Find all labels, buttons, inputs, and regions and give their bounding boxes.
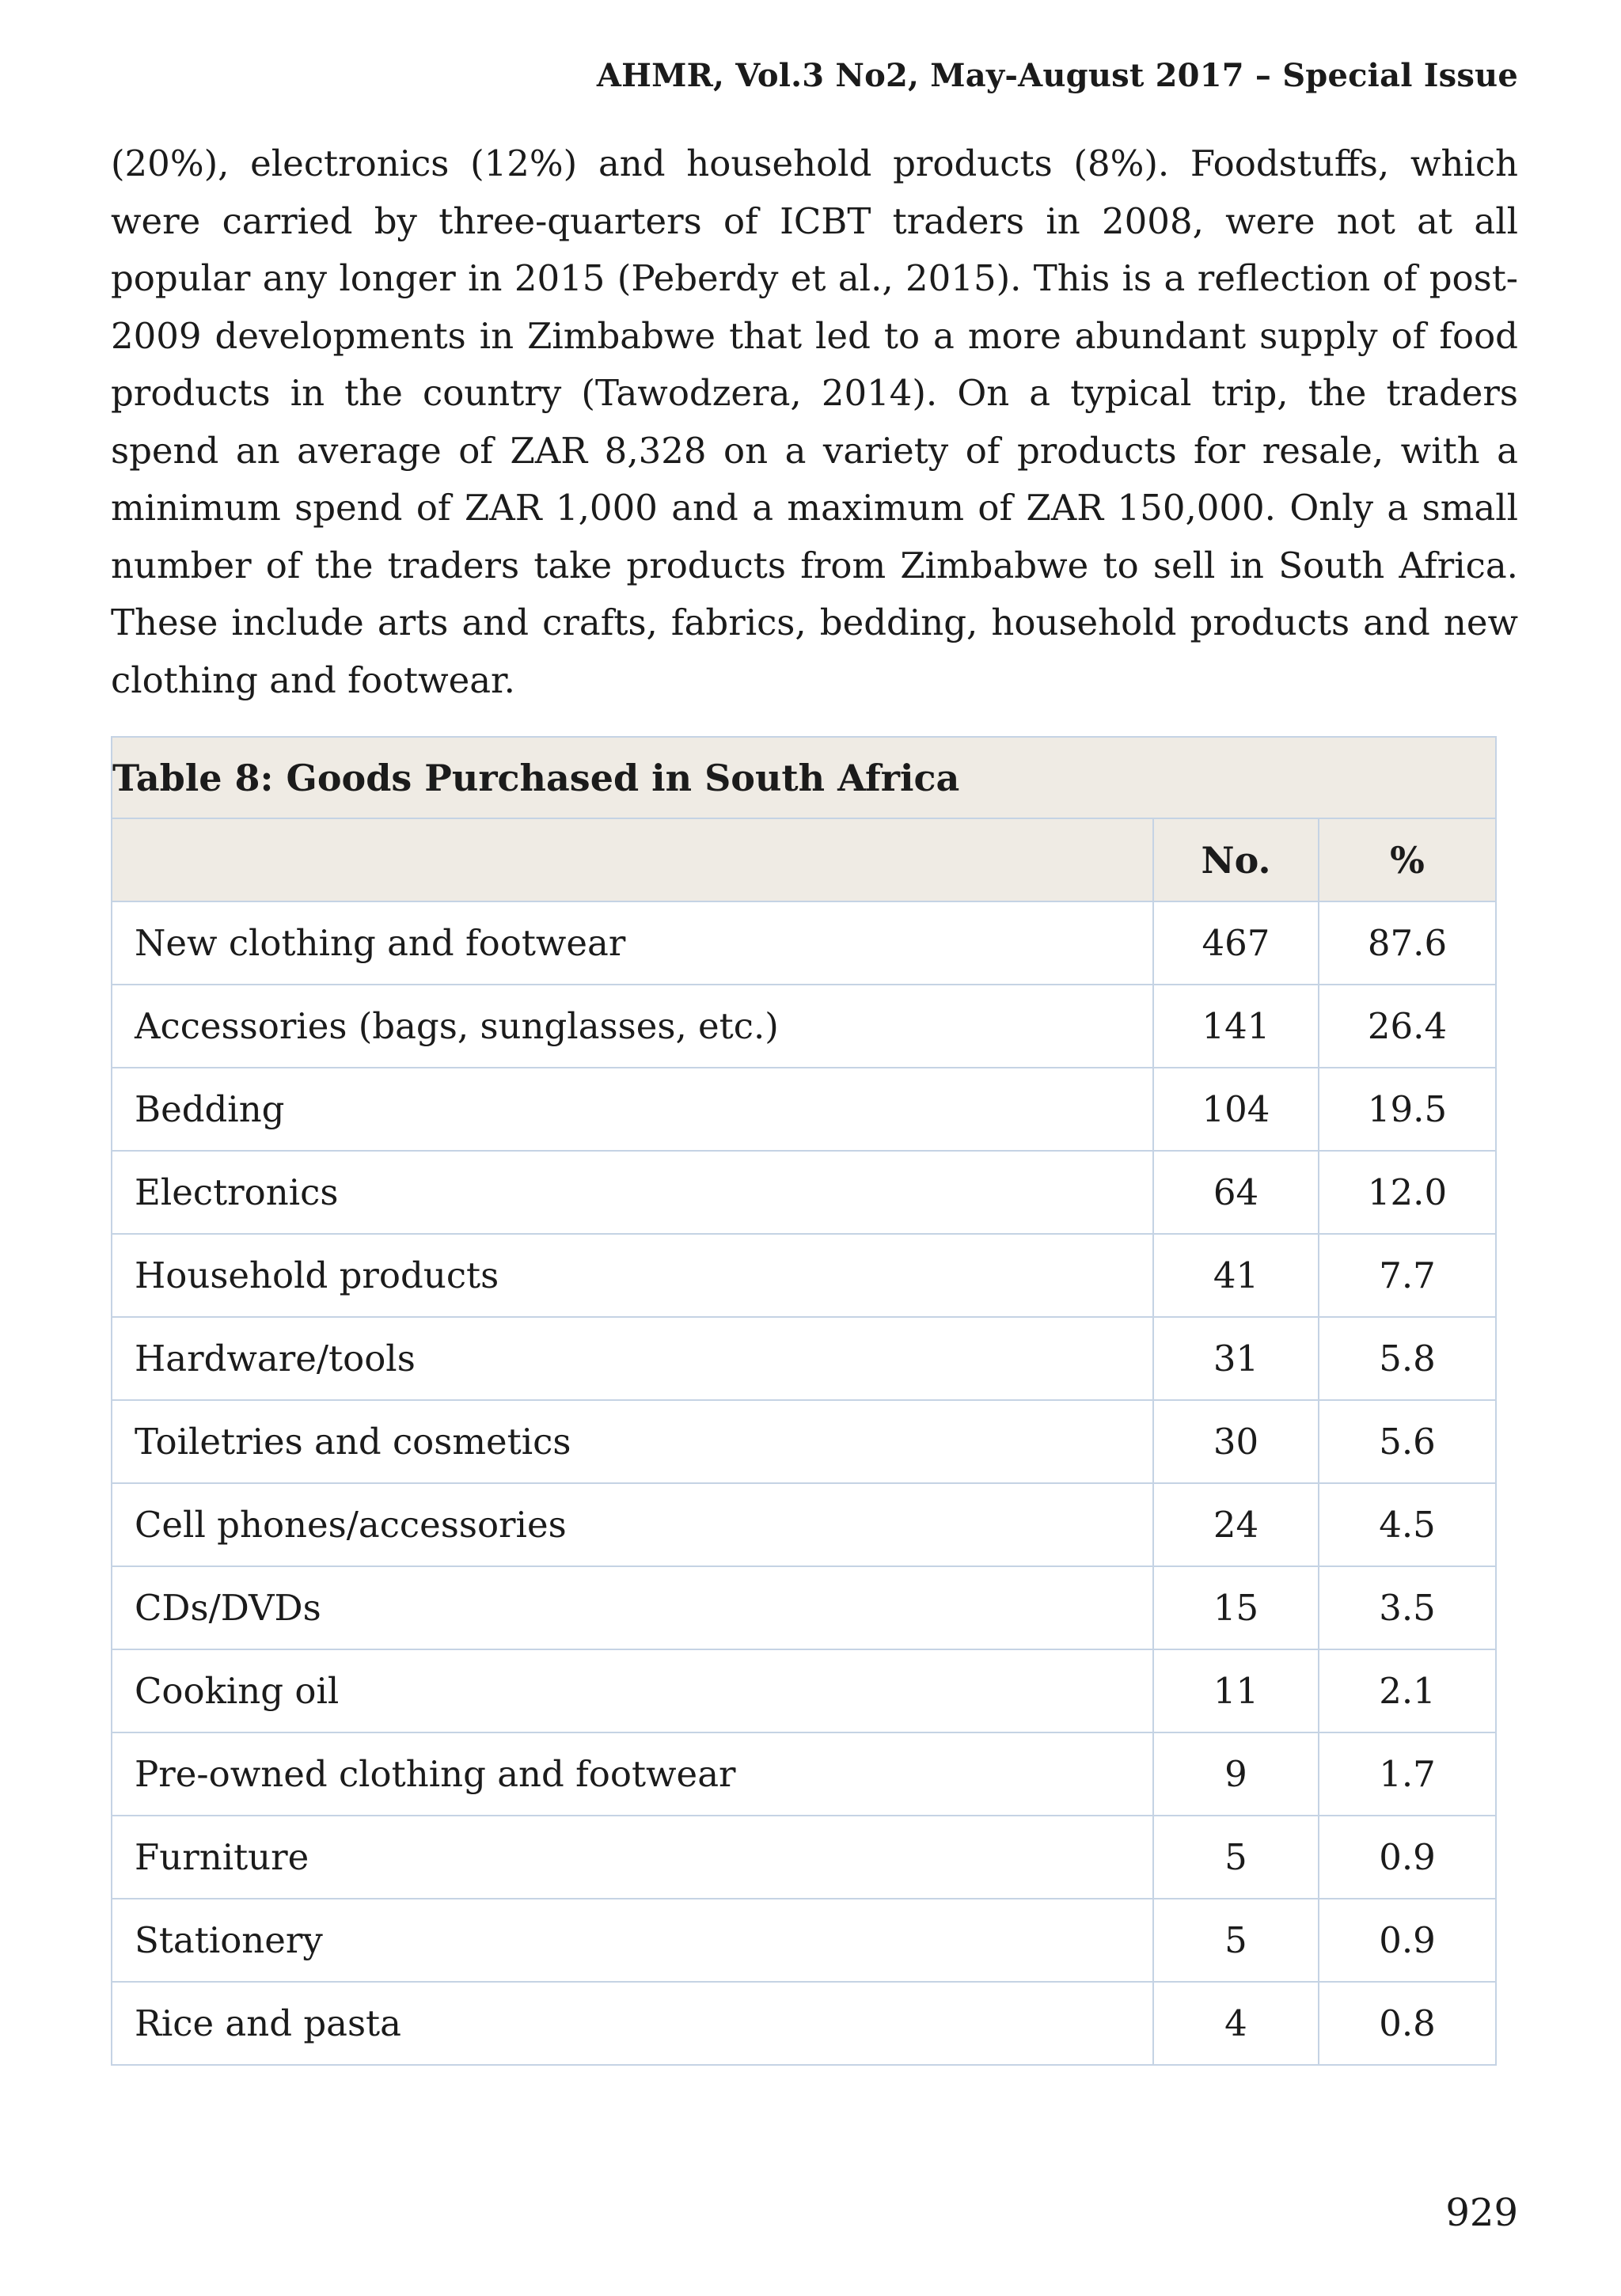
table-row: [112, 1483, 1496, 1566]
row-label: Cooking oil: [112, 1649, 1153, 1732]
row-label: Household products: [112, 1234, 1153, 1317]
row-count: 30: [1153, 1400, 1319, 1483]
row-percent: 4.5: [1319, 1483, 1496, 1566]
table-header-row: [112, 818, 1496, 901]
row-label: Bedding: [112, 1068, 1153, 1151]
row-count: 64: [1153, 1151, 1319, 1234]
row-count: 467: [1153, 901, 1319, 985]
row-count: 9: [1153, 1732, 1319, 1816]
row-percent: 0.8: [1319, 1982, 1496, 2065]
table-row: [112, 1068, 1496, 1151]
table-caption-row: [112, 737, 1496, 818]
table-row: [112, 1649, 1496, 1732]
table-caption: Table 8: Goods Purchased in South Africa: [112, 737, 1496, 818]
row-percent: 1.7: [1319, 1732, 1496, 1816]
table-row: [112, 1400, 1496, 1483]
page-number: 929: [1445, 2191, 1518, 2235]
row-label: Hardware/tools: [112, 1317, 1153, 1400]
table-row: [112, 1234, 1496, 1317]
row-count: 11: [1153, 1649, 1319, 1732]
row-count: 5: [1153, 1899, 1319, 1982]
row-label: Toiletries and cosmetics: [112, 1400, 1153, 1483]
table-row: [112, 1566, 1496, 1649]
table-row: [112, 985, 1496, 1068]
row-count: 15: [1153, 1566, 1319, 1649]
row-label: Cell phones/accessories: [112, 1483, 1153, 1566]
row-percent: 12.0: [1319, 1151, 1496, 1234]
running-header: AHMR, Vol.3 No2, May-August 2017 – Special Issue: [596, 57, 1518, 94]
row-percent: 0.9: [1319, 1816, 1496, 1899]
column-header-percent: %: [1319, 818, 1496, 901]
table-row: [112, 1732, 1496, 1816]
row-percent: 2.1: [1319, 1649, 1496, 1732]
column-header-label: [112, 818, 1153, 901]
row-percent: 3.5: [1319, 1566, 1496, 1649]
row-label: Accessories (bags, sunglasses, etc.): [112, 985, 1153, 1068]
table-row: [112, 1151, 1496, 1234]
column-header-no: No.: [1153, 818, 1319, 901]
row-percent: 87.6: [1319, 901, 1496, 985]
row-count: 141: [1153, 985, 1319, 1068]
row-count: 5: [1153, 1816, 1319, 1899]
row-count: 104: [1153, 1068, 1319, 1151]
table-row: [112, 1899, 1496, 1982]
row-label: CDs/DVDs: [112, 1566, 1153, 1649]
goods-purchased-table: [111, 736, 1497, 2066]
table-row: [112, 1982, 1496, 2065]
row-count: 24: [1153, 1483, 1319, 1566]
table-row: [112, 901, 1496, 985]
goods-table-container: [111, 736, 1495, 2066]
row-label: Pre-owned clothing and footwear: [112, 1732, 1153, 1816]
row-label: Stationery: [112, 1899, 1153, 1982]
row-percent: 5.8: [1319, 1317, 1496, 1400]
body-paragraph-container: [111, 135, 1518, 709]
row-label: Rice and pasta: [112, 1982, 1153, 2065]
row-percent: 7.7: [1319, 1234, 1496, 1317]
body-paragraph: (20%), electronics (12%) and household products (8%). Foodstuffs, which were carried by three-quarters of ICBT traders in 2008, were not at all popular any longer in 2015 (Peberdy et al., 2015). This is a reflection of post-2009 developments in Zimbabwe that led to a more abundant supply of food products in the country (Tawodzera, 2014). On a typical trip, the traders spend an average of ZAR 8,328 on a variety of products for resale, with a minimum spend of ZAR 1,000 and a maximum of ZAR 150,000. Only a small number of the traders take products from Zimbabwe to sell in South Africa. These include arts and crafts, fabrics, bedding, household products and new clothing and footwear.: [111, 142, 1518, 701]
table-row: [112, 1816, 1496, 1899]
row-label: Electronics: [112, 1151, 1153, 1234]
row-count: 31: [1153, 1317, 1319, 1400]
row-label: New clothing and footwear: [112, 901, 1153, 985]
table-row: [112, 1317, 1496, 1400]
row-label: Furniture: [112, 1816, 1153, 1899]
row-count: 4: [1153, 1982, 1319, 2065]
row-percent: 19.5: [1319, 1068, 1496, 1151]
row-percent: 26.4: [1319, 985, 1496, 1068]
row-percent: 5.6: [1319, 1400, 1496, 1483]
row-percent: 0.9: [1319, 1899, 1496, 1982]
row-count: 41: [1153, 1234, 1319, 1317]
